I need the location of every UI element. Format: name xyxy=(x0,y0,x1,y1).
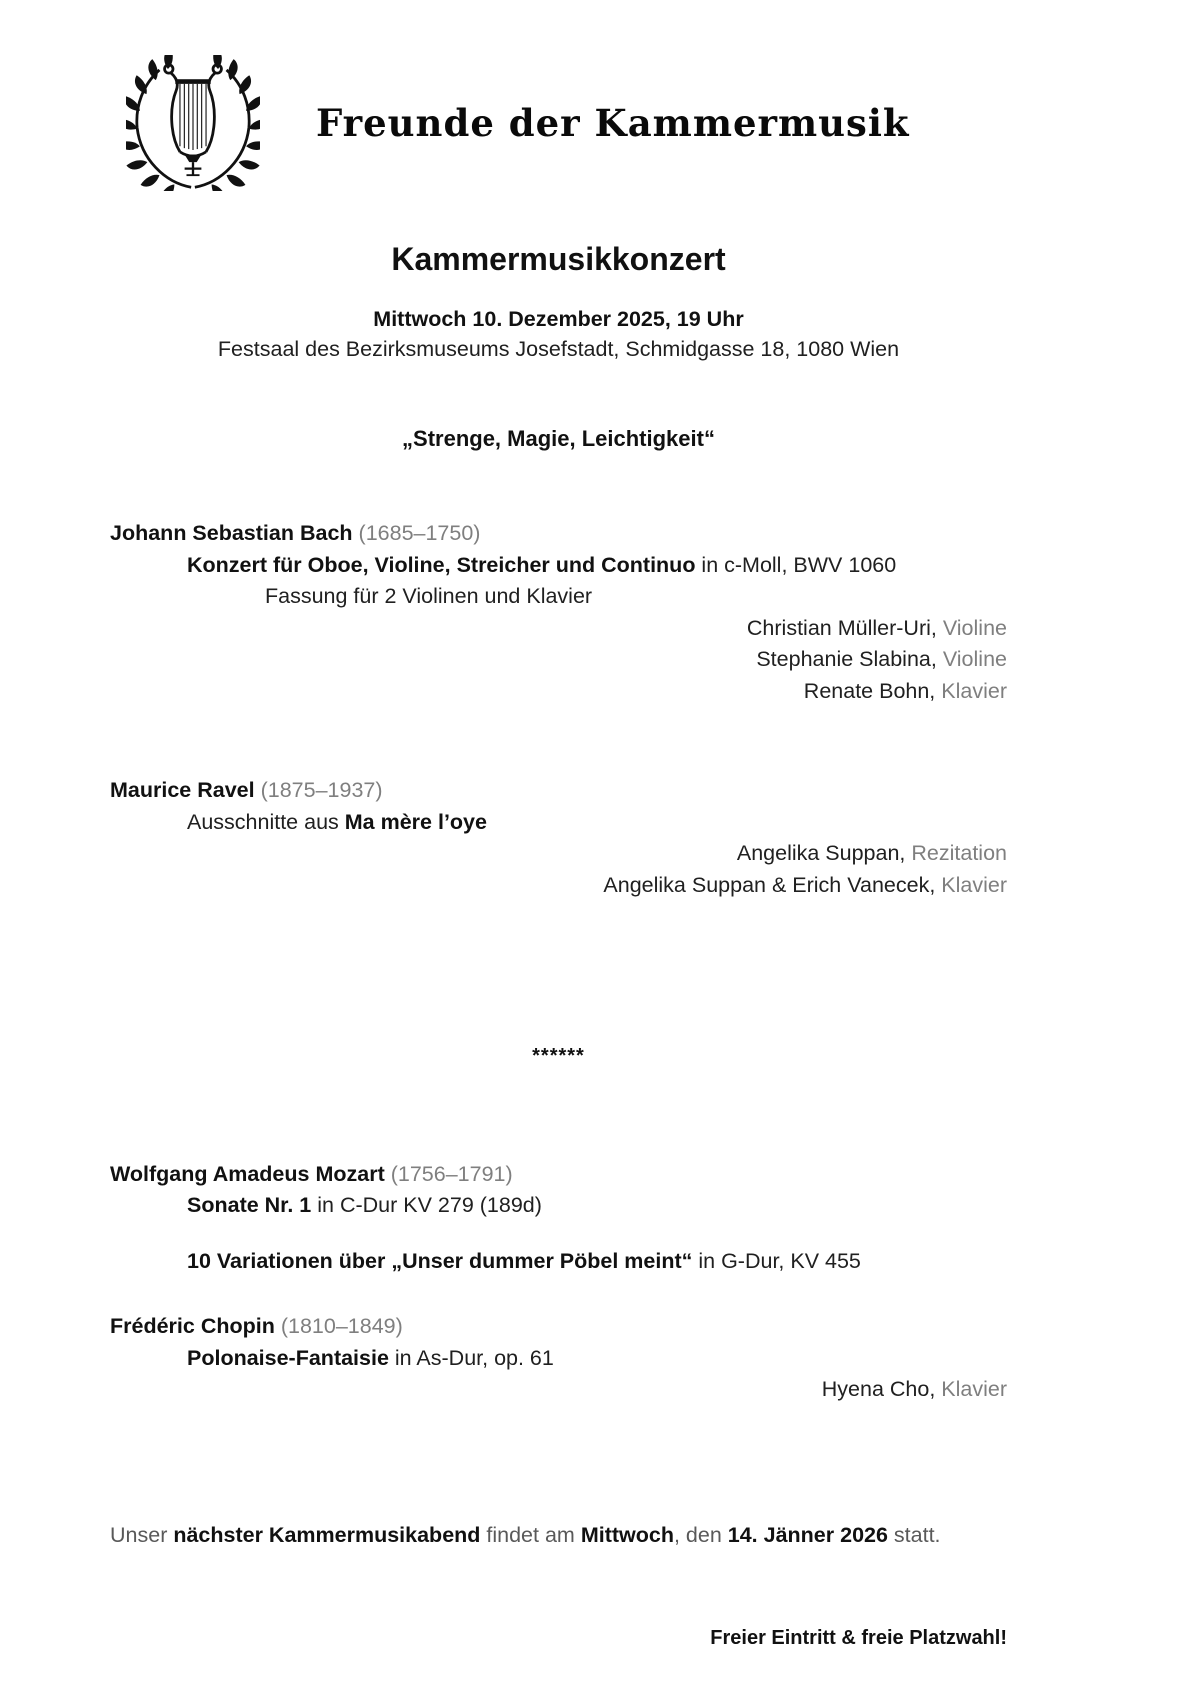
performer-role: Klavier xyxy=(935,872,1007,897)
program-section-chopin xyxy=(110,1311,1007,1406)
performer-line xyxy=(110,676,1007,708)
composer-name: Johann Sebastian Bach xyxy=(110,521,353,545)
performer-role: Rezitation xyxy=(905,841,1007,865)
work-line xyxy=(110,807,1007,839)
work-detail: in G-Dur, KV 455 xyxy=(692,1248,861,1273)
performer-role: Violine xyxy=(936,647,1007,671)
performer-name: Stephanie Slabina, xyxy=(756,647,937,671)
composer-line xyxy=(110,775,1007,807)
work-line xyxy=(110,1190,1007,1222)
admission-note: Freier Eintritt & freie Platzwahl! xyxy=(710,1627,1007,1649)
composer-line xyxy=(110,1159,1007,1191)
performer-name: Angelika Suppan & Erich Vanecek, xyxy=(603,872,936,897)
work-title: Sonate Nr. 1 xyxy=(187,1193,312,1217)
performer-role: Klavier xyxy=(935,1377,1007,1401)
performer-name: Angelika Suppan, xyxy=(736,841,906,865)
notice-text: findet am xyxy=(480,1522,581,1547)
intermission-separator: ****** xyxy=(532,1045,585,1067)
performer-name: Renate Bohn, xyxy=(803,678,936,703)
work-title: Ma mère l’oye xyxy=(344,809,487,834)
composer-name: Maurice Ravel xyxy=(110,778,255,802)
performer-line xyxy=(110,870,1007,902)
composer-dates: (1685–1750) xyxy=(358,521,481,545)
work-title: 10 Variationen über „Unser dummer Pöbel meint“ xyxy=(187,1248,693,1273)
page-title: Kammermusikkonzert xyxy=(391,241,726,277)
composer-line xyxy=(110,518,1007,550)
performer-line xyxy=(110,613,1007,645)
work-line xyxy=(110,550,1007,582)
performer-line xyxy=(110,1374,1007,1406)
notice-text: statt. xyxy=(887,1522,941,1547)
composer-dates: (1810–1849) xyxy=(280,1314,403,1338)
notice-highlight: Mittwoch xyxy=(580,1522,674,1547)
event-motto: „Strenge, Magie, Leichtigkeit“ xyxy=(402,426,715,451)
composer-name: Frédéric Chopin xyxy=(110,1314,275,1338)
program-section-ravel xyxy=(110,775,1007,901)
work-detail: in C-Dur KV 279 (189d) xyxy=(311,1193,542,1217)
next-concert-notice xyxy=(110,1520,1007,1552)
work-title: Konzert für Oboe, Violine, Streicher und Continuo xyxy=(187,552,696,577)
performer-name: Hyena Cho, xyxy=(821,1377,936,1401)
performer-role: Klavier xyxy=(935,678,1007,703)
event-datetime: Mittwoch 10. Dezember 2025, 19 Uhr xyxy=(373,307,744,331)
composer-dates: (1875–1937) xyxy=(260,778,383,802)
composer-dates: (1756–1791) xyxy=(390,1161,513,1186)
work-title: Polonaise-Fantaisie xyxy=(187,1345,389,1370)
work-prefix: Ausschnitte aus xyxy=(187,809,345,834)
work-line xyxy=(110,1246,1007,1278)
notice-highlight: nächster Kammermusikabend xyxy=(173,1522,481,1547)
laurel-left xyxy=(126,55,191,191)
org-name: Freunde der Kammermusik xyxy=(316,101,910,145)
performer-role: Violine xyxy=(936,615,1007,640)
work-line xyxy=(110,1343,1007,1375)
event-venue: Festsaal des Bezirksmuseums Josefstadt, Schmidgasse 18, 1080 Wien xyxy=(217,337,900,361)
program-section-bach xyxy=(110,518,1007,707)
lyre xyxy=(165,65,222,175)
performer-line xyxy=(110,838,1007,870)
lyre-laurel-wreath-icon xyxy=(126,55,260,191)
notice-highlight: 14. Jänner 2026 xyxy=(727,1522,888,1547)
work-detail: in c-Moll, BWV 1060 xyxy=(695,552,897,577)
laurel-right xyxy=(195,55,260,191)
performer-name: Christian Müller-Uri, xyxy=(746,615,937,640)
composer-line xyxy=(110,1311,1007,1343)
performer-line xyxy=(110,644,1007,676)
work-subtitle: Fassung für 2 Violinen und Klavier xyxy=(265,584,593,608)
notice-text: , den xyxy=(673,1522,728,1547)
program-section-mozart xyxy=(110,1159,1007,1278)
work-detail: in As-Dur, op. 61 xyxy=(388,1345,554,1370)
composer-name: Wolfgang Amadeus Mozart xyxy=(110,1161,385,1186)
notice-text: Unser xyxy=(110,1522,174,1547)
header xyxy=(110,55,1007,191)
